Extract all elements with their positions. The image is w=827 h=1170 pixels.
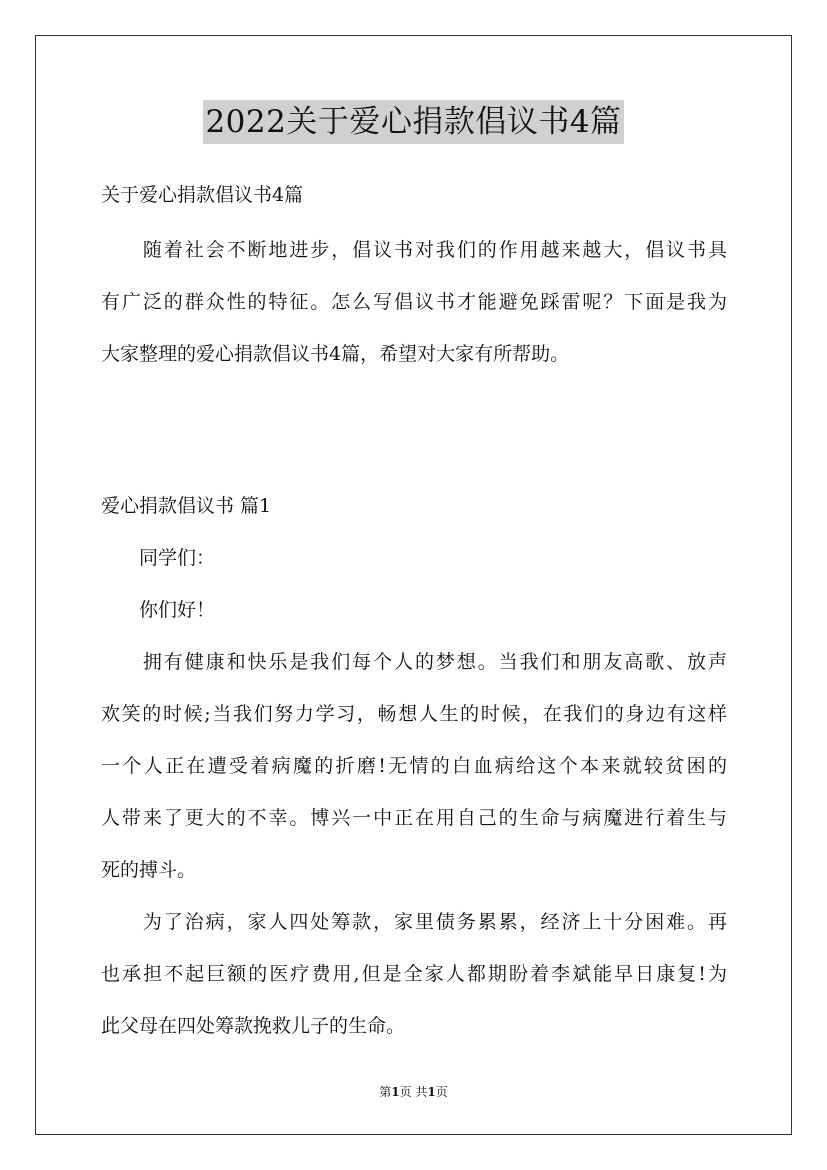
document-title: 2022关于爱心捐款倡议书4篇 [203,100,623,144]
paragraph-line: 也承担不起巨额的医疗费用,但是全家人都期盼着李斌能早日康复!为 [101,963,727,985]
intro-paragraph [101,229,727,375]
paragraph-line: 此父母在四处筹款挽救儿子的生命。 [101,1015,406,1037]
footer-mid: 页 共 [399,1085,428,1099]
paragraph-line: 一个人正在遭受着病魔的折磨!无情的白血病给这个本来就较贫困的 [101,755,727,777]
paragraph-line: 死的搏斗。 [101,859,197,881]
paragraph-2 [101,901,727,1047]
paragraph-line: 人带来了更大的不幸。博兴一中正在用自己的生命与病魔进行着生与 [101,807,727,829]
total-page-number: 1 [427,1085,436,1099]
intro-line: 大家整理的爱心捐款倡议书4篇，希望对大家有所帮助。 [101,343,570,365]
paragraph-1 [101,641,727,891]
page-footer [0,1084,827,1100]
section-heading: 爱心捐款倡议书 篇1 [101,495,272,517]
document-body [101,174,727,1047]
footer-prefix: 第 [379,1085,392,1099]
greeting: 同学们： [101,547,216,569]
title-container [0,100,827,144]
paragraph-line: 欢笑的时候;当我们努力学习，畅想人生的时候，在我们的身边有这样 [101,703,727,725]
paragraph-line: 拥有健康和快乐是我们每个人的梦想。当我们和朋友高歌、放声 [101,651,727,673]
intro-line: 有广泛的群众性的特征。怎么写倡议书才能避免踩雷呢？下面是我为 [101,291,727,313]
paragraph-line: 为了治病，家人四处筹款，家里债务累累，经济上十分困难。再 [101,911,727,933]
footer-suffix: 页 [435,1085,448,1099]
document-subtitle: 关于爱心捐款倡议书4篇 [101,184,304,206]
intro-line: 随着社会不断地进步，倡议书对我们的作用越来越大，倡议书具 [101,239,727,261]
current-page-number: 1 [391,1085,400,1099]
salutation: 你们好！ [101,599,216,621]
